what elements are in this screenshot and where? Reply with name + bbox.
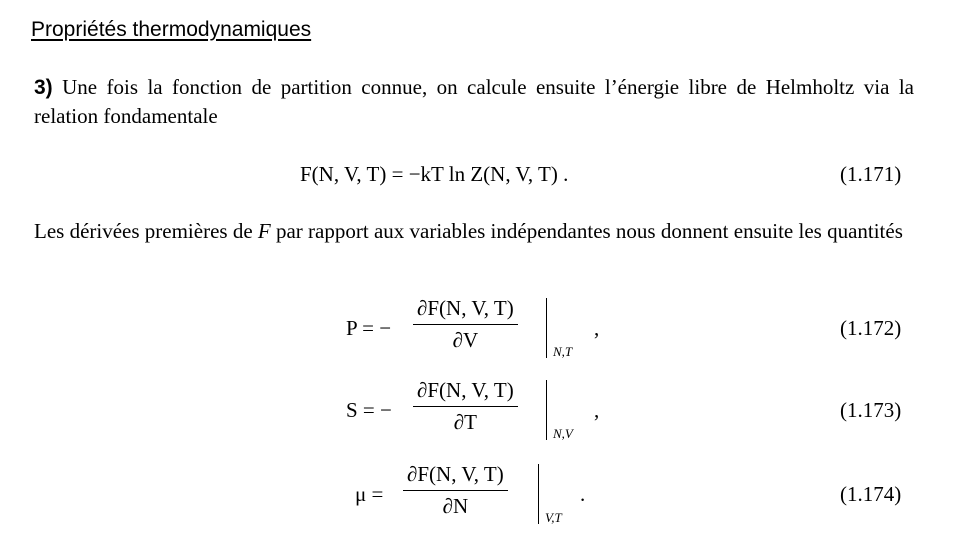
fraction-numerator: ∂F(N, V, T) [407,462,504,486]
equation-lhs: P = − [346,316,392,340]
equation-punctuation: . [580,482,586,506]
equation-fraction [403,462,508,519]
equation-formula: F(N, V, T) = −kT ln Z(N, V, T) . [300,162,569,186]
slide-title: Propriétés thermodynamiques [31,18,312,41]
equation-number: (1.171) [840,162,902,186]
paragraph-text-after: par rapport aux variables indépendantes nous donnent ensuite les quantités [275,219,903,243]
paragraph-text: Une fois la fonction de partition connue, on calcule ensuite l’énergie libre de Helmholtz via la relation fondamentale [34,75,915,128]
equation-punctuation: , [594,316,600,340]
equation-lhs: S = − [346,398,392,422]
equation-lhs: μ = [355,482,384,506]
paragraph-derivatives-intro [34,217,914,246]
equation-subscript: N,T [553,344,573,359]
fraction-numerator: ∂F(N, V, T) [417,296,514,320]
equation-fraction [413,378,518,435]
fraction-numerator: ∂F(N, V, T) [417,378,514,402]
equation-number: (1.173) [840,398,902,422]
step-label: 3) [34,76,53,99]
evaluation-bar [538,464,539,524]
evaluation-bar [546,298,547,358]
paragraph-text-before: Les dérivées premières de [34,219,253,243]
equation-punctuation: , [594,398,600,422]
equation-fraction [413,296,518,353]
paragraph-symbol: F [257,219,271,243]
fraction-denominator: ∂N [442,494,469,518]
evaluation-bar [546,380,547,440]
fraction-denominator: ∂T [453,410,477,434]
equation-subscript: V,T [545,510,562,525]
paragraph-helmholtz-intro [34,73,914,131]
equation-number: (1.172) [840,316,902,340]
equation-number: (1.174) [840,482,902,506]
equation-subscript: N,V [553,426,573,441]
fraction-denominator: ∂V [452,328,479,352]
